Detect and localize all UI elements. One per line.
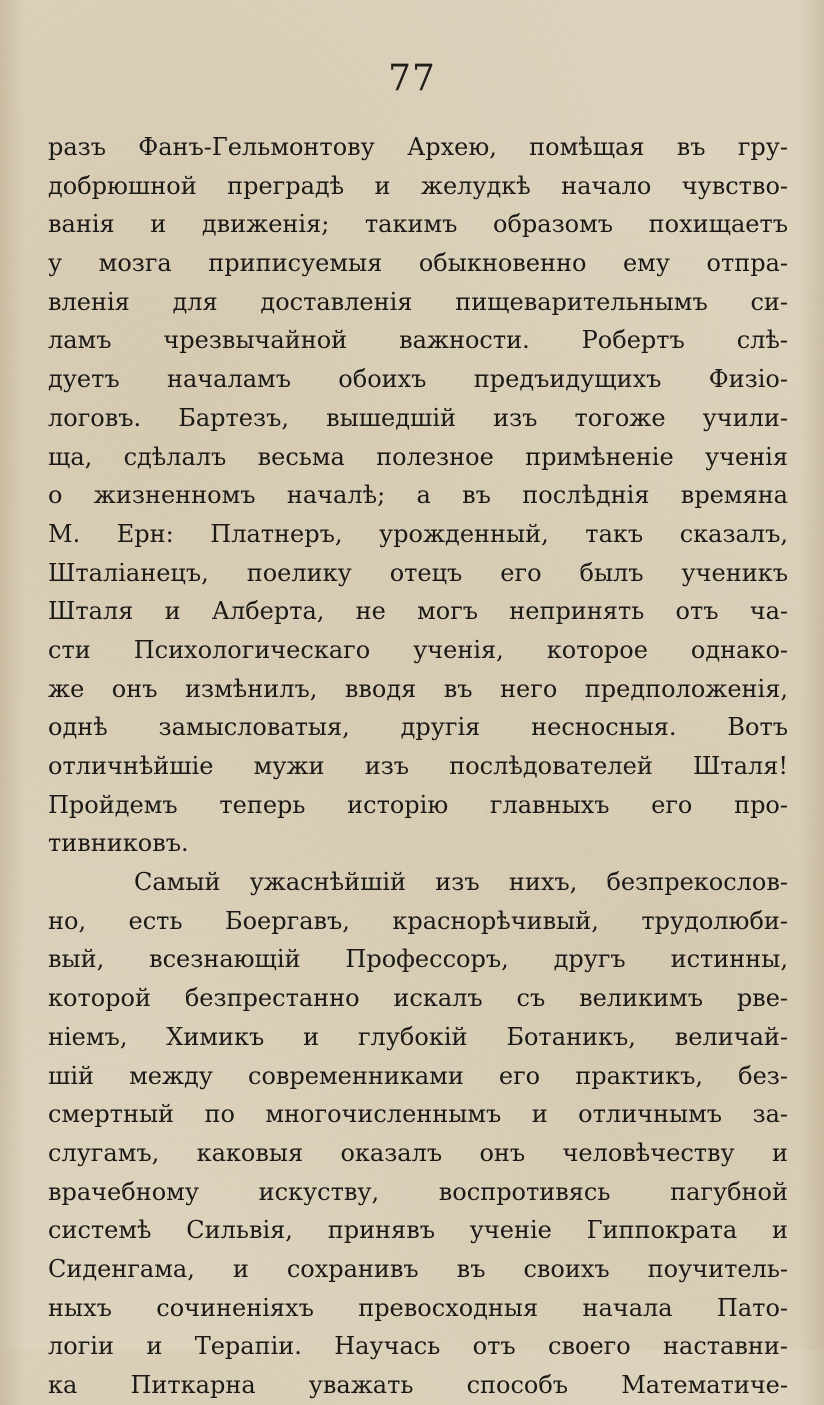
text-line: Сиденгама, и сохранивъ въ своихъ поучитель-	[48, 1254, 788, 1283]
text-line: шій между современниками его практикъ, без-	[48, 1061, 788, 1090]
text-line: слугамъ, каковыя оказалъ онъ человѣчеству и	[48, 1138, 788, 1167]
text-line: Шталіанецъ, поелику отецъ его былъ ученикъ	[48, 558, 788, 587]
text-line: Шталя и Алберта, не могъ непринять отъ ча-	[48, 597, 788, 626]
text-line: смертный по многочисленнымъ и отличнымъ за-	[48, 1100, 788, 1129]
text-line: врачебному искуству, воспротивясь пагубной	[48, 1177, 788, 1206]
text-line: ламъ чрезвычайной важности. Робертъ слѣ-	[48, 326, 788, 355]
text-line: же онъ измѣнилъ, вводя въ него предположенія,	[48, 674, 788, 703]
text-line: вленія для доставленія пищеварительнымъ си-	[48, 287, 788, 316]
text-line: вый, всезнающій Профессоръ, другъ истинны,	[48, 945, 788, 974]
paragraph-first-line: Самый ужаснѣйшій изъ нихъ, безпрекослов-	[134, 868, 788, 897]
text-line: о жизненномъ началѣ; а въ послѣднія времяна	[48, 481, 788, 510]
text-line: ванія и движенія; такимъ образомъ похищаетъ	[48, 210, 788, 239]
text-line: сти Психологическаго ученія, которое однако-	[48, 635, 788, 664]
text-line: ка Питкарна уважать способъ Математиче-	[48, 1371, 788, 1399]
text-line: ніемъ, Химикъ и глубокій Ботаникъ, величай-	[48, 1022, 788, 1051]
text-line: Пройдемъ теперь исторію главныхъ его про-	[48, 790, 788, 819]
text-line: отличнѣйшіе мужи изъ послѣдователей Шталя!	[48, 752, 788, 780]
text-line: разъ Фанъ-Гельмонтову Архею, помѣщая въ гру-	[48, 133, 788, 161]
text-line: у мозга приписуемыя обыкновенно ему отпра-	[48, 249, 788, 278]
paragraph-end-line: тивниковъ.	[48, 829, 189, 858]
body-text	[48, 128, 788, 1405]
text-line: системѣ Сильвія, принявъ ученіе Гиппократа и	[48, 1216, 788, 1245]
page-number: 77	[388, 58, 436, 99]
text-line: ща, сдѣлалъ весьма полезное примѣненіе ученія	[48, 442, 788, 471]
text-line: но, есть Боергавъ, краснорѣчивый, трудолюби-	[48, 906, 788, 935]
text-line: М. Ерн: Платнеръ, урожденный, такъ сказалъ,	[48, 519, 788, 548]
text-line: логіи и Терапіи. Научась отъ своего наставни-	[48, 1332, 788, 1361]
text-line: ныхъ сочиненіяхъ превосходныя начала Пато-	[48, 1293, 788, 1322]
text-line: которой безпрестанно искалъ съ великимъ рве-	[48, 984, 788, 1013]
text-line: логовъ. Бартезъ, вышедшій изъ тогоже учили-	[48, 403, 788, 432]
text-line: дуетъ началамъ обоихъ предъидущихъ Физіо-	[48, 365, 788, 394]
text-line: добрюшной преградѣ и желудкѣ начало чувство-	[48, 171, 788, 200]
text-line: однѣ замысловатыя, другія несносныя. Вотъ	[48, 713, 788, 742]
